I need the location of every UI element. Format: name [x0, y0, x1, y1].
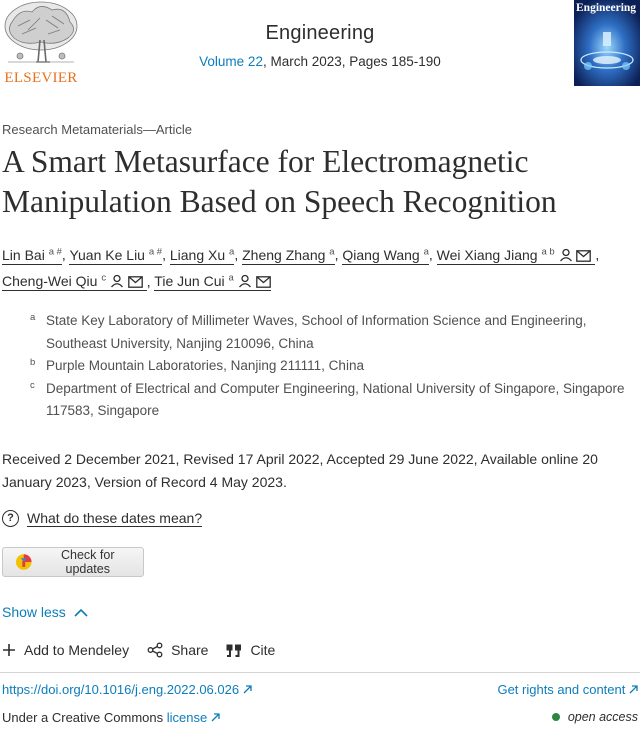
author-link[interactable]: Cheng-Wei Qiu $^c$ [2, 273, 147, 291]
share-button[interactable]: Share [147, 642, 208, 658]
journal-title[interactable]: Engineering [265, 22, 375, 44]
license-statement: Under a Creative Commons license [2, 710, 220, 725]
journal-info [170, 22, 470, 69]
author-link[interactable]: Lin Bai $^{a \#}$ [2, 246, 62, 263]
author-link[interactable]: Zheng Zhang $^a$ [242, 246, 335, 263]
person-icon [559, 248, 573, 262]
crossmark-icon [15, 553, 32, 571]
get-rights-link[interactable]: Get rights and content [497, 682, 638, 697]
add-to-mendeley-button[interactable]: Add to Mendeley [2, 642, 129, 658]
cover-title: Engineering [576, 2, 637, 14]
envelope-icon [256, 276, 271, 288]
affiliation-item: c Department of Electrical and Computer Engineering, National University of Singapore, Singapore 117583, Singapore [30, 379, 625, 418]
affiliation-list [30, 310, 638, 423]
affiliation-item: b Purple Mountain Laboratories, Nanjing 211111, China [30, 357, 364, 373]
open-access-dot-icon [552, 713, 560, 721]
doi-link[interactable]: https://doi.org/10.1016/j.eng.2022.06.026 [2, 682, 252, 697]
external-link-icon [243, 685, 252, 694]
check-for-updates-button[interactable]: Check for updates [2, 547, 144, 577]
volume-link[interactable]: Volume 22 [199, 54, 263, 69]
dates-help-link[interactable]: ? What do these dates mean? [2, 510, 202, 527]
plus-icon [2, 643, 16, 657]
envelope-icon [576, 250, 591, 262]
person-icon [110, 274, 124, 288]
chevron-up-icon [74, 608, 88, 617]
external-link-icon [629, 685, 638, 694]
publisher-wordmark: ELSEVIER [4, 70, 78, 86]
person-icon [238, 274, 252, 288]
author-link[interactable]: Liang Xu $^a$ [169, 246, 235, 263]
open-access-badge: open access [552, 710, 638, 724]
cite-button[interactable]: Cite [226, 642, 275, 658]
author-link[interactable]: Wei Xiang Jiang $^{a b}$ [437, 247, 596, 265]
author-link[interactable]: Yuan Ke Liu $^{a \#}$ [69, 246, 163, 263]
article-dates: Received 2 December 2021, Revised 17 April 2022, Accepted 29 June 2022, Available online 20 January 2023, Version of Record 4 May 2023. [2, 451, 598, 490]
author-link[interactable]: Qiang Wang $^a$ [342, 246, 429, 263]
affiliation-item: a State Key Laboratory of Millimeter Waves, School of Information Science and Engineering, Southeast University, Nanjing 210096, China [30, 312, 587, 351]
author-link[interactable]: Tie Jun Cui $^a$ [154, 273, 270, 291]
author-list: Lin Bai $^{a \#}$, Yuan Ke Liu $^{a \#}$, Liang Xu $^a$, Zheng Zhang $^a$, Qiang Wang $^a$, Wei Xiang Jiang $^{a b}$ , Cheng-Wei Qiu $^c$ , Tie Jun Cui $^a$ [2, 246, 600, 290]
share-icon [147, 642, 163, 658]
external-link-icon [211, 713, 220, 722]
show-less-toggle[interactable]: Show less [2, 604, 88, 620]
journal-issue-info [170, 54, 470, 69]
article-title: A Smart Metasurface for Electromagnetic Manipulation Based on Speech Recognition [2, 144, 557, 219]
envelope-icon [128, 276, 143, 288]
article-actions [2, 642, 293, 658]
section-divider [0, 672, 640, 673]
license-link[interactable]: license [167, 710, 220, 725]
issue-pages: , March 2023, Pages 185-190 [262, 54, 441, 69]
question-circle-icon: ? [2, 510, 19, 527]
quote-icon [226, 644, 242, 657]
article-type: Research Metamaterials—Article [2, 122, 193, 137]
journal-header [0, 0, 640, 92]
